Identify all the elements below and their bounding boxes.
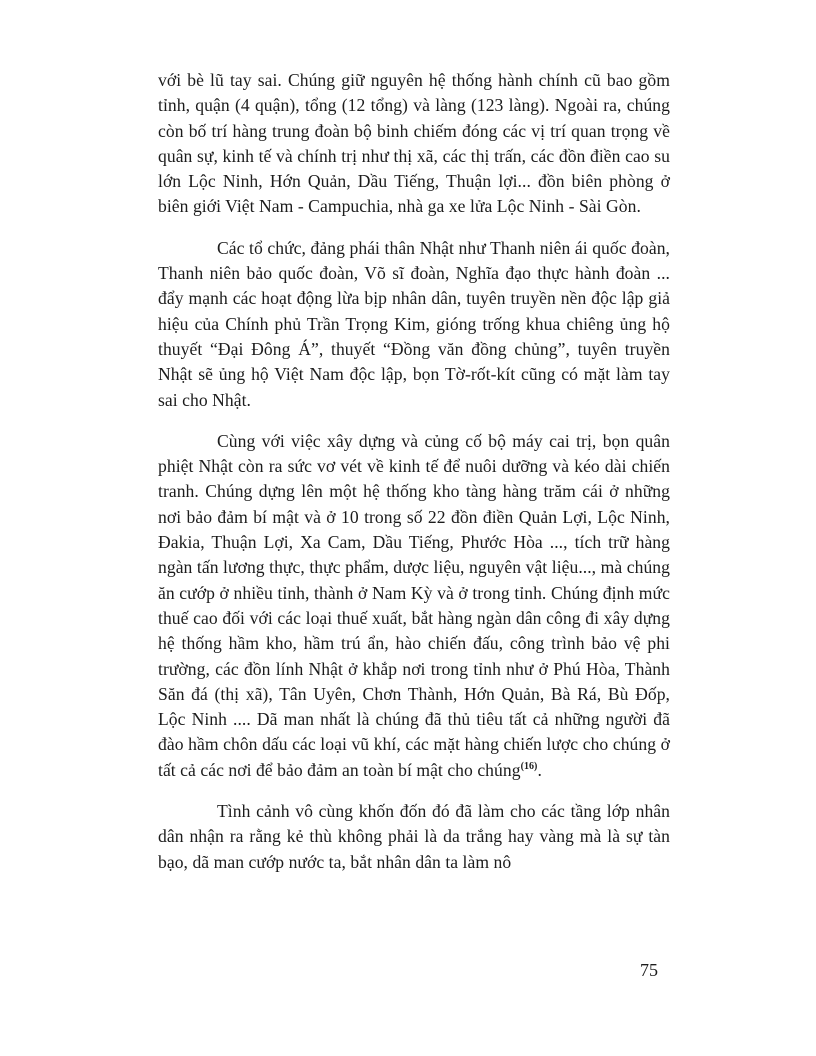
paragraph-3-end: . bbox=[537, 759, 542, 780]
paragraph-3-text: Cùng với việc xây dựng và củng cố bộ máy cai trị, bọn quân phiệt Nhật còn ra sức vơ vét về kinh tế để nuôi dưỡng và kéo dài chiến tranh. Chúng dựng lên một hệ thống kho tàng hàng trăm cái ở những nơi bảo đảm bí mật và ở 10 trong số 22 đồn điền Quản Lợi, Lộc Ninh, Đakia, Thuận Lợi, Xa Cam, Dầu Tiếng, Phước Hòa ..., tích trữ hàng ngàn tấn lương thực, thực phẩm, dược liệu, nguyên vật liệu..., mà chúng ăn cướp ở nhiều tỉnh, thành ở Nam Kỳ và ở trong tỉnh. Chúng định mức thuế cao đối với các loại thuế xuất, bắt hàng ngàn dân công đi xây dựng hệ thống hầm kho, hầm trú ẩn, hào chiến đấu, công trình bảo vệ phi trường, các đồn lính Nhật ở khắp nơi trong tỉnh như ở Phú Hòa, Thành Săn đá (thị xã), Tân Uyên, Chơn Thành, Hớn Quản, Bà Rá, Bù Đốp, Lộc Ninh .... Dã man nhất là chúng đã thủ tiêu tất cả những người đã đào hầm chôn dấu các loại vũ khí, các mặt hàng chiến lược cho chúng ở tất cả các nơi để bảo đảm an toàn bí mật cho chúng bbox=[158, 430, 670, 780]
paragraph-4: Tình cảnh vô cùng khốn đốn đó đã làm cho các tầng lớp nhân dân nhận ra rằng kẻ thù không phải là da trắng hay vàng mà là sự tàn bạo, dã man cướp nước ta, bắt nhân dân ta làm nô bbox=[158, 801, 670, 872]
paragraph-2: Các tổ chức, đảng phái thân Nhật như Thanh niên ái quốc đoàn, Thanh niên bảo quốc đoàn, Võ sĩ đoàn, Nghĩa đạo thực hành đoàn ... đẩy mạnh các hoạt động lừa bịp nhân dân, tuyên truyền nền độc lập giả hiệu của Chính phủ Trần Trọng Kim, gióng trống khua chiêng ủng hộ thuyết “Đại Đông Á”, thuyết “Đồng văn đồng chủng”, tuyên truyền Nhật sẽ ủng hộ Việt Nam độc lập, bọn Tờ-rốt-kít cũng có mặt làm tay sai cho Nhật. bbox=[158, 237, 670, 410]
paragraph-1: với bè lũ tay sai. Chúng giữ nguyên hệ thống hành chính cũ bao gồm tỉnh, quận (4 quận), tổng (12 tổng) và làng (123 làng). Ngoài ra, chúng còn bố trí hàng trung đoàn bộ binh chiếm đóng các vị trí quan trọng về quân sự, kinh tế và chính trị như thị xã, các thị trấn, các đồn điền cao su lớn Lộc Ninh, Hớn Quản, Dầu Tiếng, Thuận lợi... đồn biên phòng ở biên giới Việt Nam - Campuchia, nhà ga xe lửa Lộc Ninh - Sài Gòn. bbox=[158, 70, 670, 217]
page-number: 75 bbox=[640, 960, 658, 980]
paragraph-3 bbox=[158, 429, 670, 783]
footnote-marker: (16) bbox=[520, 760, 538, 772]
document-body bbox=[158, 68, 670, 875]
